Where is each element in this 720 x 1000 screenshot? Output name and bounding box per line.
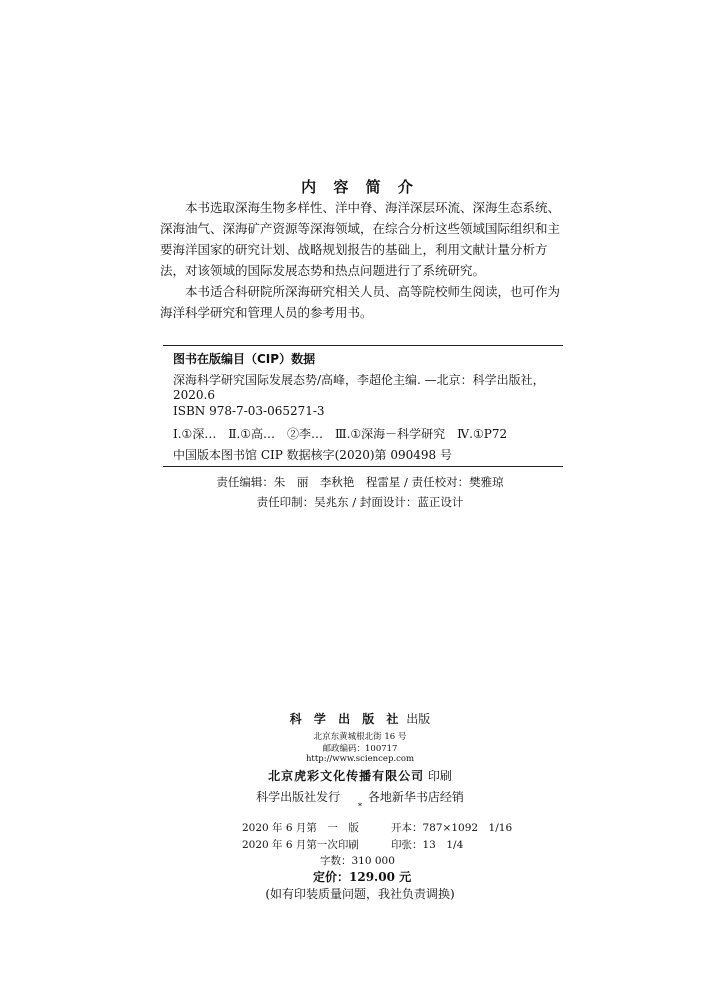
retail-channel: 各地新华书店经销 [367, 790, 464, 804]
format-info: 开本：787×1092 1/16 [391, 822, 513, 834]
summary-paragraph-1: 本书选取深海生物多样性、洋中脊、海洋深层环流、深海生态系统、深海油气、深海矿产资源等深海领域，在综合分析这些领域国际组织和主要海洋国家的研究计划、战略规划报告的基础上，利用文献计量分析方法，对该领域的国际发展态势和热点问题进行了系统研究。 [160, 200, 561, 278]
edition-info: 2020 年 6 月第 一 版 [242, 822, 359, 834]
price: 定价：129.00 元 [313, 870, 412, 884]
publisher-role: 出版 [406, 712, 431, 726]
sheets-info: 印张：13 1/4 [391, 839, 464, 851]
credits-editors: 责任编辑：朱 丽 李秋艳 程雷星 / 责任校对：樊雅琼 [216, 475, 504, 489]
printer-line [0, 767, 720, 784]
publisher-name: 科 学 出 版 社 [289, 712, 403, 726]
quality-notice: (如有印装质量问题，我社负责调换) [265, 887, 455, 901]
cip-top-rule [163, 345, 563, 346]
wordcount-info: 字数：310 000 [320, 855, 395, 867]
cip-title-line: 深海科学研究国际发展态势/高峰，李超伦主编. —北京：科学出版社， [173, 373, 545, 387]
cip-bottom-rule [163, 466, 563, 467]
cip-record-number: 中国版本图书馆 CIP 数据核字(2020)第 090498 号 [173, 448, 452, 462]
printer-role: 印刷 [427, 769, 452, 783]
summary-title: 内 容 简 介 [301, 178, 419, 196]
printing-info: 2020 年 6 月第一次印刷 [242, 839, 359, 851]
cip-heading: 图书在版编目（CIP）数据 [173, 352, 316, 366]
cip-classification: Ⅰ.①深… Ⅱ.①高… ②李… Ⅲ.①深海－科学研究 Ⅳ.①P72 [173, 427, 508, 441]
separator-asterisk: * [357, 802, 363, 812]
cip-isbn: ISBN 978-7-03-065271-3 [173, 404, 325, 418]
printer-name: 北京虎彩文化传播有限公司 [268, 769, 425, 783]
publisher-address: 北京东黄城根北街 16 号 [313, 732, 407, 742]
cip-date-line: 2020.6 [173, 388, 215, 402]
summary-paragraph-2: 本书适合科研院所深海研究相关人员、高等院校师生阅读，也可作为海洋科学研究和管理人员的参考用书。 [160, 284, 561, 320]
credits-production: 责任印制：吴兆东 / 封面设计：蓝正设计 [256, 495, 464, 509]
publisher-postcode: 邮政编码：100717 [322, 744, 398, 754]
publisher-website: http://www.sciencep.com [305, 754, 415, 764]
publisher-line [0, 710, 720, 727]
distributor: 科学出版社发行 [256, 790, 341, 804]
